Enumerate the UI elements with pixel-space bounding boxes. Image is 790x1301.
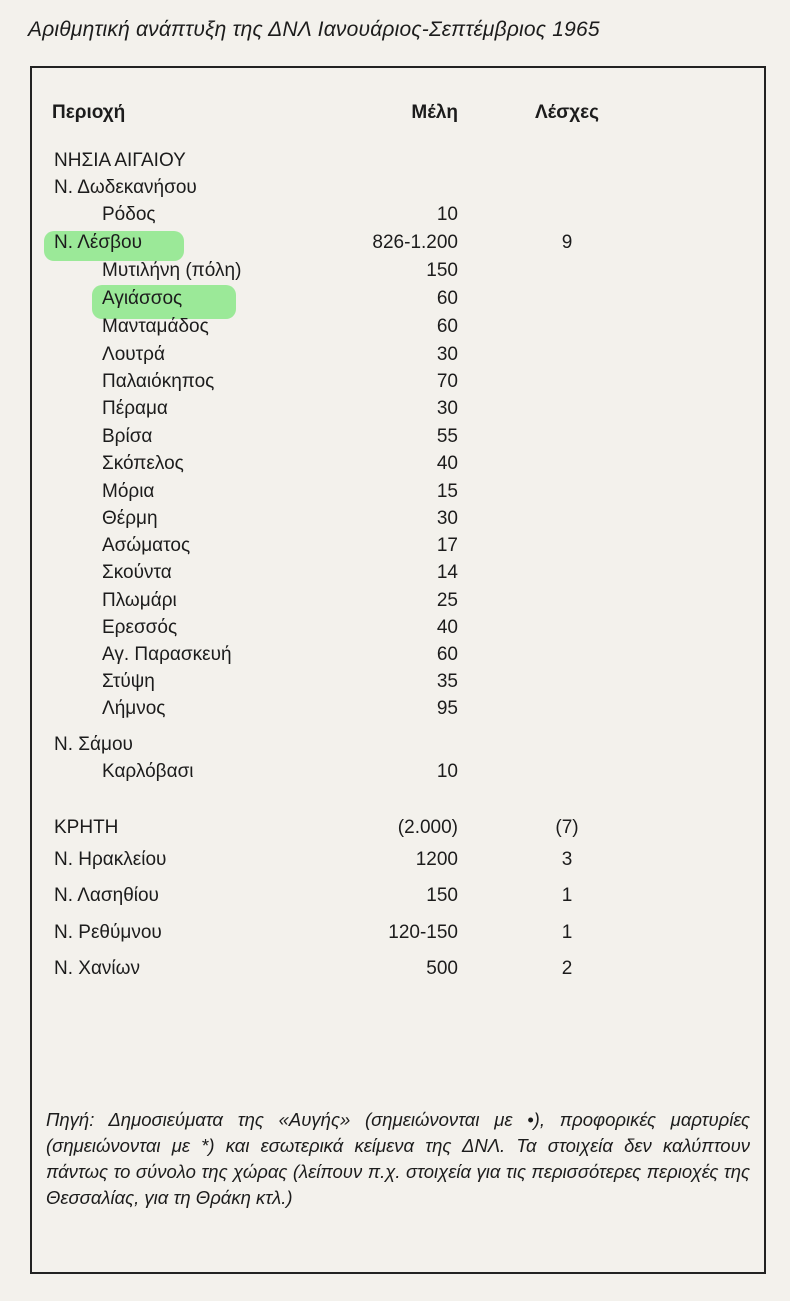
region-name: Ν. Σάμου [54,734,133,755]
table-row [0,426,790,452]
clubs-value: 2 [561,958,573,979]
clubs-value: 3 [561,849,573,870]
clubs-value: 1 [561,885,573,906]
members-value: 150 [426,885,458,906]
region-name: Ερεσσός [102,617,178,638]
region-name: Ν. Λασηθίου [54,885,159,906]
region-name: Μυτιλήνη (πόλη) [102,260,242,281]
region-name: Σκόπελος [102,453,184,474]
members-value: 826-1.200 [372,232,458,253]
table-row [0,232,790,258]
members-value: 60 [436,288,458,309]
table-row [0,849,790,875]
members-value: 60 [436,644,458,665]
region-name: Ν. Λέσβου [54,232,143,253]
region-name: Ασώματος [102,535,191,556]
table-row [0,885,790,911]
members-value: 14 [436,562,458,583]
members-value: 40 [436,617,458,638]
table-row [0,562,790,588]
table-row [0,344,790,370]
region-name: Μόρια [102,481,155,502]
region-name: ΝΗΣΙΑ ΑΙΓΑΙΟΥ [54,150,186,171]
region-name: Στύψη [102,671,155,692]
region-name: Αγ. Παρασκευή [102,644,232,665]
table-row [0,617,790,643]
table-row [0,644,790,670]
table-row [0,316,790,342]
table-row [0,734,790,760]
members-value: 55 [436,426,458,447]
region-name: Λουτρά [102,344,165,365]
table-row [0,177,790,203]
region-name: Βρίσα [102,426,153,447]
region-name: Καρλόβασι [102,761,194,782]
members-value: 120-150 [388,922,458,943]
members-value: 40 [436,453,458,474]
table-row [0,508,790,534]
region-name: Ν. Δωδεκανήσου [54,177,197,198]
column-header-region: Περιοχή [52,102,126,123]
members-value: 15 [436,481,458,502]
table-row [0,817,790,843]
members-value: 500 [426,958,458,979]
table-row [0,398,790,424]
region-name: Πέραμα [102,398,168,419]
clubs-value: 1 [561,922,573,943]
table-row [0,922,790,948]
members-value: 150 [426,260,458,281]
table-title: Αριθμητική ανάπτυξη της ΔΝΛ Ιανουάριος-Σεπτέμβριος 1965 [28,18,600,41]
members-value: 1200 [415,849,458,870]
table-row [0,698,790,724]
table-row [0,150,790,176]
region-name: Πλωμάρι [102,590,177,611]
table-row [0,288,790,314]
region-name: Λήμνος [102,698,166,719]
region-name: ΚΡΗΤΗ [54,817,119,838]
region-name: Θέρμη [102,508,158,529]
region-name: Παλαιόκηπος [102,371,215,392]
table-row [0,481,790,507]
clubs-value: (7) [555,817,579,838]
table-row [0,958,790,984]
members-value: (2.000) [397,817,458,838]
table-row [0,535,790,561]
table-row [0,590,790,616]
members-value: 30 [436,398,458,419]
members-value: 10 [436,204,458,225]
region-name: Αγιάσσος [102,288,183,309]
region-name: Ν. Ηρακλείου [54,849,167,870]
members-value: 30 [436,344,458,365]
table-row [0,671,790,697]
table-row [0,453,790,479]
region-name: Μανταμάδος [102,316,209,337]
members-value: 35 [436,671,458,692]
region-name: Ν. Χανίων [54,958,140,979]
members-value: 60 [436,316,458,337]
region-name: Ρόδος [102,204,156,225]
members-value: 30 [436,508,458,529]
column-header-members: Μέλη [411,102,458,123]
members-value: 70 [436,371,458,392]
table-row [0,204,790,230]
table-row [0,761,790,787]
source-note: Πηγή: Δημοσιεύματα της «Αυγής» (σημειώνονται με •), προφορικές μαρτυρίες (σημειώνονται με *) και εσωτερικά κείμενα της ΔΝΛ. Τα στοιχεία δεν καλύπτουν πάντως το σύνολο της χώρας (λείπουν π.χ. στοιχεία για τις περισσότερες περιοχές της Θεσσαλίας, για τη Θράκη κτλ.) [46,1109,750,1208]
column-header-clubs: Λέσχες [534,102,600,123]
members-value: 25 [436,590,458,611]
members-value: 10 [436,761,458,782]
clubs-value: 9 [561,232,573,253]
table-row [0,371,790,397]
members-value: 17 [436,535,458,556]
region-name: Σκούντα [102,562,172,583]
members-value: 95 [436,698,458,719]
region-name: Ν. Ρεθύμνου [54,922,162,943]
table-row [0,260,790,286]
